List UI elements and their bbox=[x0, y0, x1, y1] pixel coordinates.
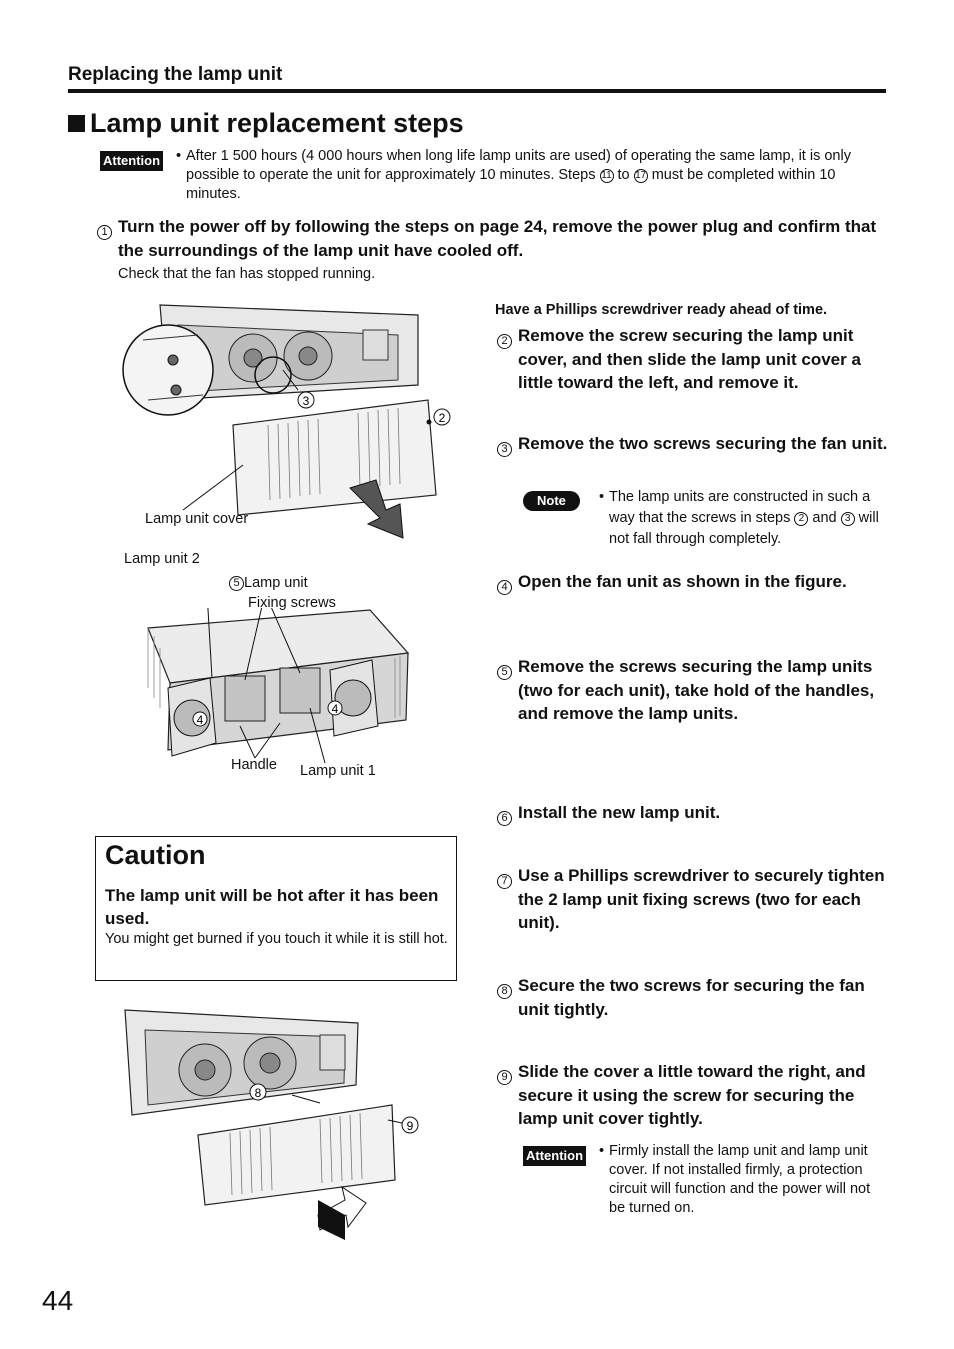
step-number: 4 bbox=[497, 580, 512, 595]
attention-top-text: • After 1 500 hours (4 000 hours when long life lamp units are used) of operating the same lamp, it is only possible to operate the unit for approximately 10 minutes. Steps 11 to 17 must be completed within 10 minutes. bbox=[176, 148, 851, 202]
step-number: 6 bbox=[497, 811, 512, 826]
step-number: 7 bbox=[497, 874, 512, 889]
step-ref: 2 bbox=[794, 512, 808, 526]
figure-cover-removal bbox=[118, 300, 458, 540]
step-text: Turn the power off by following the steps on page 24, remove the power plug and confirm that the surroundings of the lamp unit have cooled off. bbox=[118, 217, 877, 260]
step-text: Remove the screw securing the lamp unit cover, and then slide the lamp unit cover a little toward the left, and remove it. bbox=[518, 326, 861, 392]
step-text: Remove the two screws securing the fan unit. bbox=[518, 434, 888, 453]
label-fixing-screws-line2: Fixing screws bbox=[248, 595, 336, 611]
label-handle: Handle bbox=[231, 757, 277, 773]
step-ref: 11 bbox=[601, 170, 612, 181]
label-fixing-screws: 5 Lamp unit bbox=[229, 575, 308, 591]
step-number: 2 bbox=[497, 334, 512, 349]
step-number: 1 bbox=[97, 225, 112, 240]
step-4 bbox=[497, 570, 889, 598]
attention-badge: Attention bbox=[523, 1146, 586, 1166]
label-lamp-unit-2: Lamp unit 2 bbox=[124, 551, 200, 567]
step-number: 5 bbox=[497, 665, 512, 680]
step-5 bbox=[497, 655, 889, 726]
step-1 bbox=[97, 215, 887, 262]
step-number: 3 bbox=[497, 442, 512, 457]
page-title-text: Lamp unit replacement steps bbox=[90, 108, 464, 138]
step-7 bbox=[497, 864, 889, 935]
step-ref: 3 bbox=[841, 512, 855, 526]
note-text: • The lamp units are constructed in such a way that the screws in steps 2 and 3 will not fall through completely. bbox=[599, 489, 879, 547]
label-lamp-unit-cover: Lamp unit cover bbox=[145, 511, 249, 527]
header-rule bbox=[68, 89, 886, 93]
attention-bottom-text: • Firmly install the lamp unit and lamp unit cover. If not installed firmly, a protection circuit will function and the power will not be turned on. bbox=[599, 1143, 871, 1216]
note-badge: Note bbox=[523, 491, 580, 511]
caution-title: Caution bbox=[105, 840, 206, 870]
step-text: Install the new lamp unit. bbox=[518, 803, 721, 822]
step-text: Remove the screws securing the lamp units (two for each unit), take hold of the handles, and remove the lamp units. bbox=[518, 657, 875, 723]
step-8 bbox=[497, 974, 889, 1021]
step-number: 9 bbox=[497, 1070, 512, 1085]
callout-4: 4 bbox=[196, 713, 204, 727]
callout-4: 4 bbox=[331, 702, 339, 716]
callout-3: 3 bbox=[302, 394, 310, 408]
label-lamp-unit-1: Lamp unit 1 bbox=[300, 763, 376, 779]
page-number: 44 bbox=[42, 1285, 74, 1316]
ready-note: Have a Phillips screwdriver ready ahead of time. bbox=[495, 302, 828, 318]
step-2 bbox=[497, 324, 889, 395]
caution-body: You might get burned if you touch it while it is still hot. bbox=[105, 931, 448, 947]
step-text: Use a Phillips screwdriver to securely tighten the 2 lamp unit fixing screws (two for each unit). bbox=[518, 866, 885, 932]
attention-badge: Attention bbox=[100, 151, 163, 171]
step-ref: 17 bbox=[635, 170, 647, 181]
figure-cover-install bbox=[120, 1005, 430, 1245]
callout-2: 2 bbox=[438, 411, 446, 425]
step-1-sub: Check that the fan has stopped running. bbox=[118, 266, 376, 282]
square-bullet-icon bbox=[68, 115, 85, 132]
bullet: • bbox=[176, 148, 182, 164]
step-text: Open the fan unit as shown in the figure. bbox=[518, 572, 847, 591]
step-9 bbox=[497, 1060, 889, 1131]
step-6 bbox=[497, 801, 889, 829]
page-title bbox=[68, 108, 464, 139]
section-title: Replacing the lamp unit bbox=[68, 64, 283, 85]
step-3 bbox=[497, 432, 889, 460]
step-text: Secure the two screws for securing the fan unit tightly. bbox=[518, 976, 865, 1019]
caution-heading: The lamp unit will be hot after it has been used. bbox=[105, 886, 439, 928]
figure-lamp-removal bbox=[140, 608, 420, 768]
step-text: Slide the cover a little toward the right, and secure it using the screw for securing the lamp unit cover tightly. bbox=[518, 1062, 866, 1128]
callout-8: 8 bbox=[254, 1086, 262, 1100]
callout-9: 9 bbox=[406, 1119, 414, 1133]
step-ref: 5 bbox=[229, 576, 244, 591]
step-number: 8 bbox=[497, 984, 512, 999]
